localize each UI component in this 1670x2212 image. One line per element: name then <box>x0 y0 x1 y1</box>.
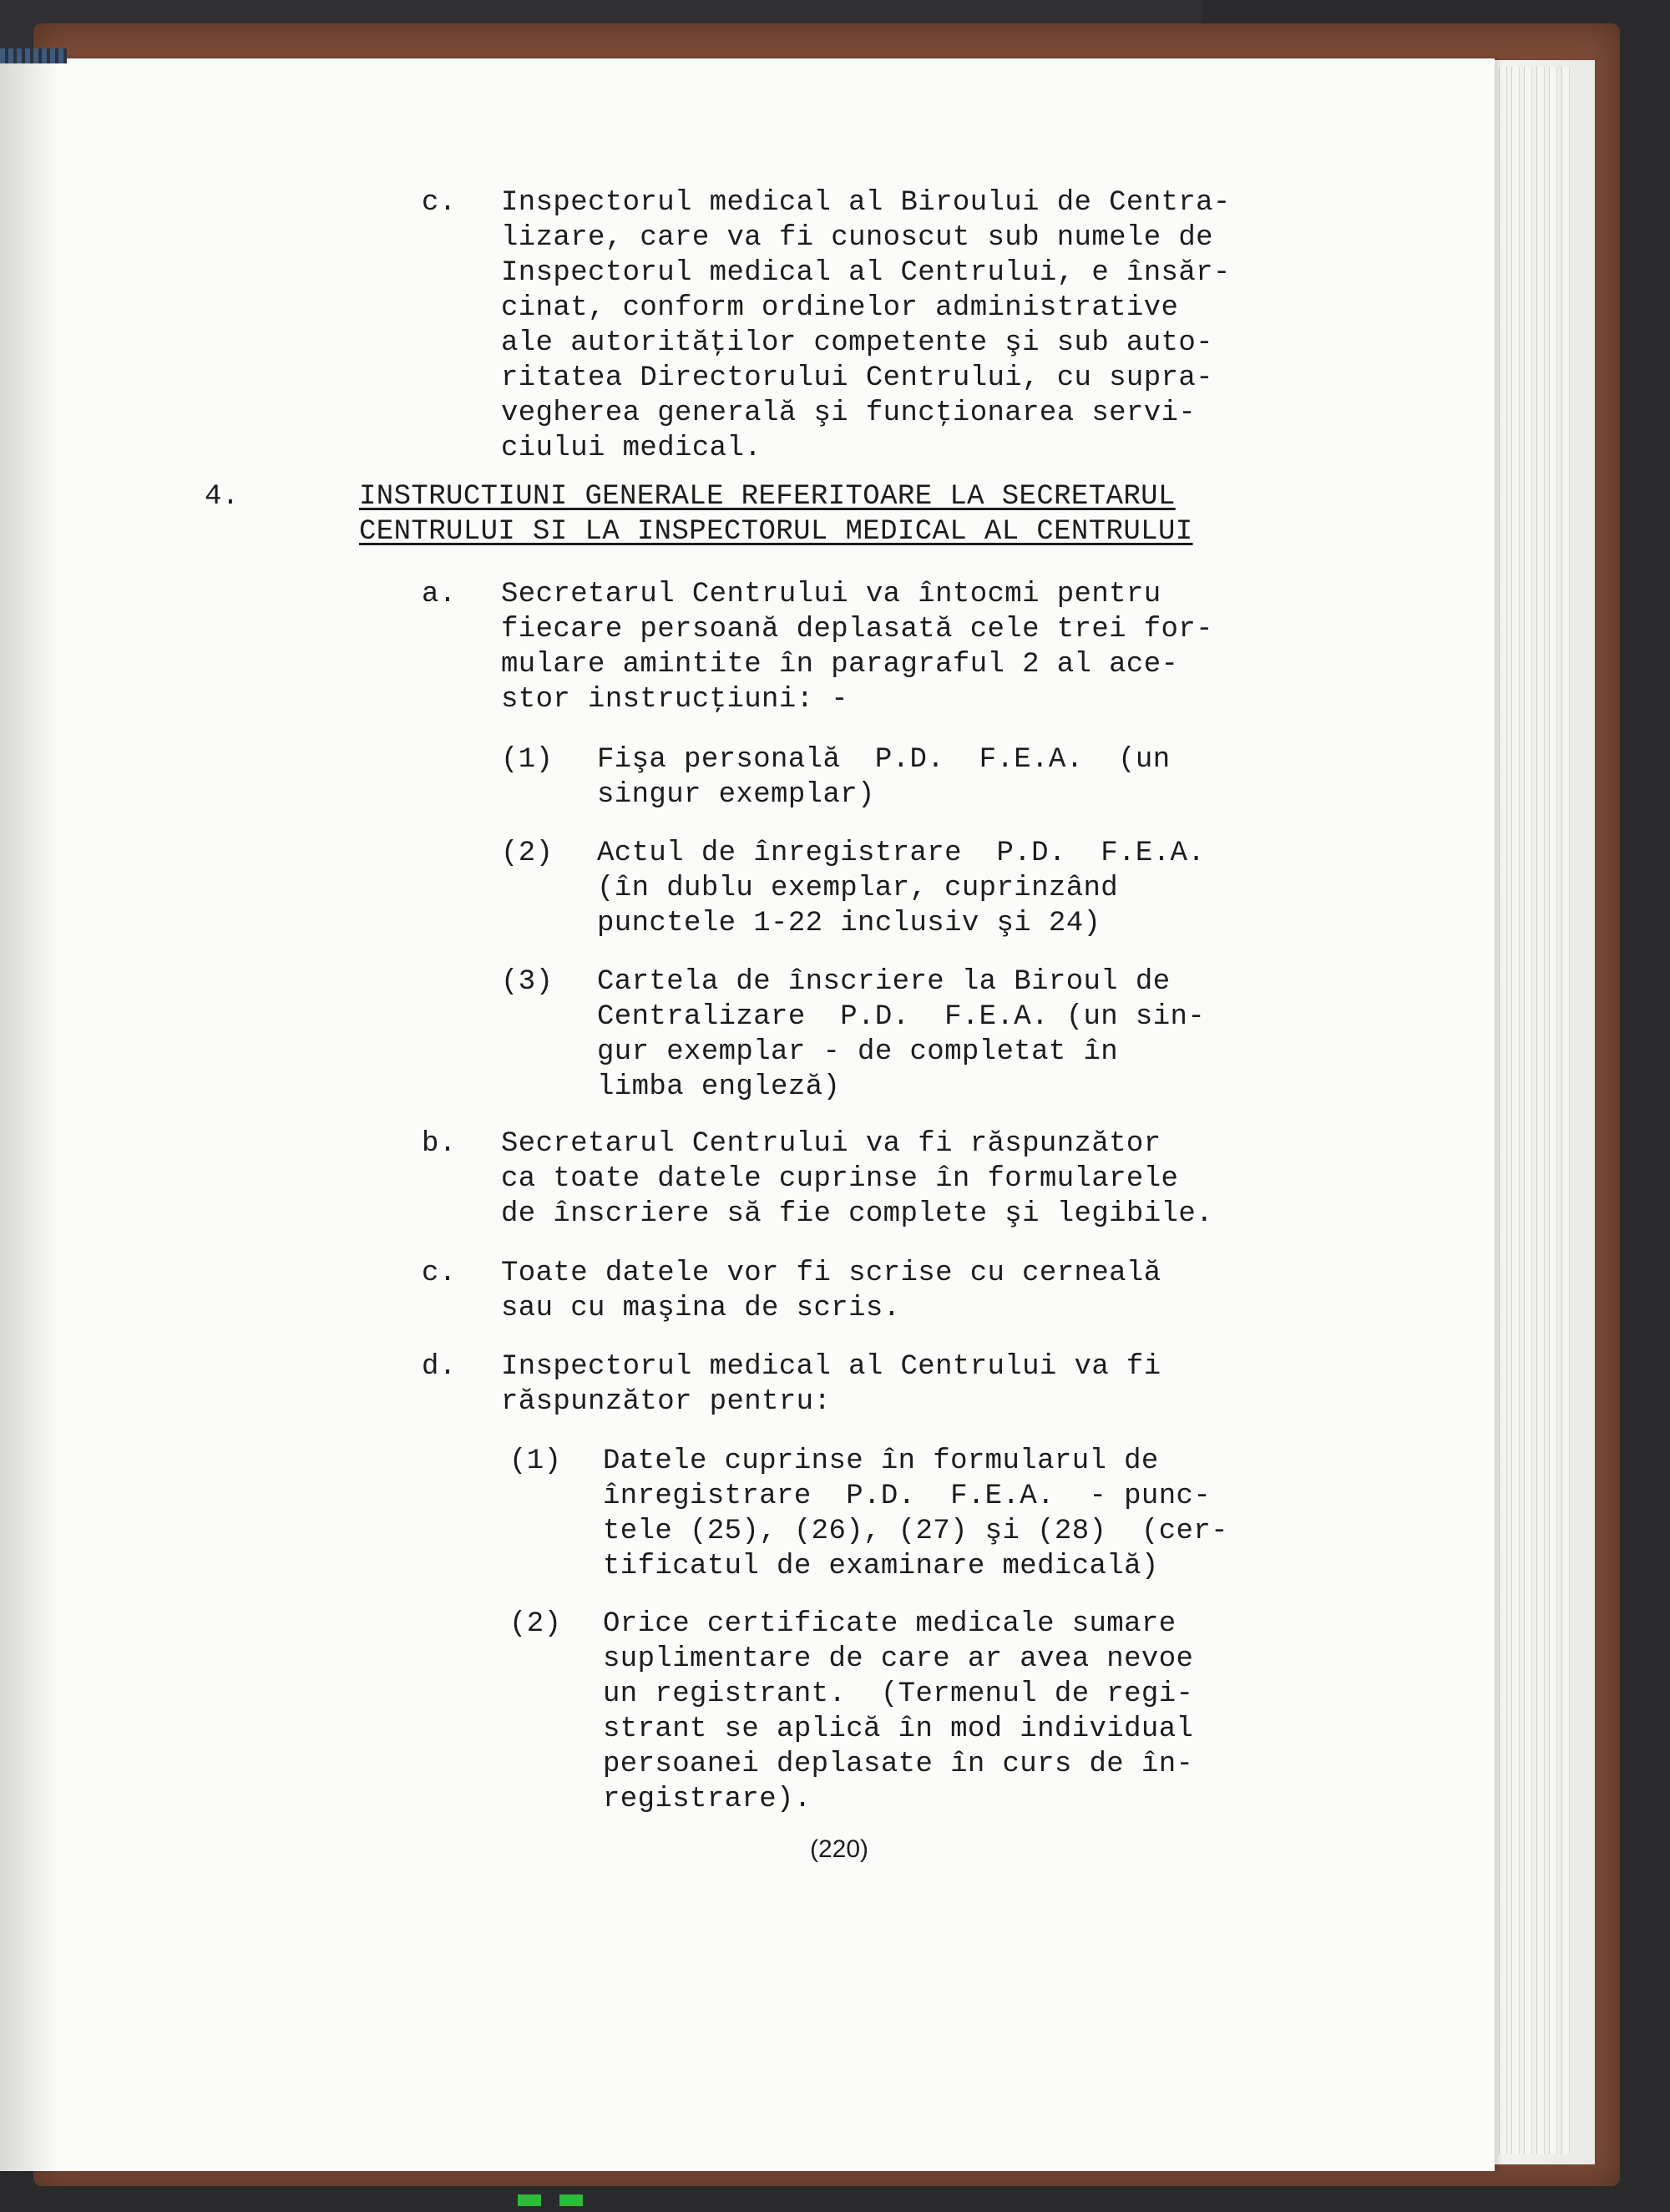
subitem-marker: (2) <box>501 838 554 869</box>
subitem-line: Centralizare P.D. F.E.A. (un sin- <box>597 1001 1206 1033</box>
subitem-line: tificatul de examinare medicală) <box>603 1551 1159 1582</box>
paragraph-line: vegherea generală şi funcţionarea servi- <box>501 397 1197 429</box>
paragraph-line: ritatea Directorului Centrului, cu supra- <box>501 362 1213 394</box>
item-marker: a. <box>422 579 457 610</box>
subitem-line: Actul de înregistrare P.D. F.E.A. <box>597 838 1206 869</box>
page-edge <box>1499 67 1507 2154</box>
item-marker: c. <box>422 1258 457 1289</box>
subitem-line: Datele cuprinse în formularul de <box>603 1445 1159 1477</box>
subitem-marker: (3) <box>501 966 554 998</box>
paragraph-line: mulare amintite în paragraful 2 al ace- <box>501 649 1179 681</box>
page-edge <box>1511 67 1520 2154</box>
item-marker: b. <box>422 1128 457 1160</box>
subitem-marker: (1) <box>509 1445 562 1477</box>
subitem-line: un registrant. (Termenul de regi- <box>603 1678 1194 1710</box>
paragraph-line: răspunzător pentru: <box>501 1386 832 1418</box>
paragraph-line: Secretarul Centrului va întocmi pentru <box>501 579 1161 610</box>
subitem-marker: (1) <box>501 744 554 776</box>
section-heading: CENTRULUI SI LA INSPECTORUL MEDICAL AL CENTRULUI <box>359 516 1193 548</box>
paragraph-line: lizare, care va fi cunoscut sub numele de <box>501 222 1213 254</box>
subitem-line: persoanei deplasate în curs de în- <box>603 1749 1194 1780</box>
subitem-line: suplimentare de care ar avea nevoe <box>603 1643 1194 1675</box>
page-edge <box>1524 67 1532 2154</box>
subitem-line: gur exemplar - de completat în <box>597 1036 1119 1068</box>
page-edge <box>1549 67 1557 2154</box>
paragraph-line: de înscriere să fie complete şi legibile. <box>501 1198 1213 1230</box>
binding-thread <box>0 48 67 63</box>
paragraph-line: ca toate datele cuprinse în formularele <box>501 1163 1179 1195</box>
item-marker: d. <box>422 1351 457 1383</box>
subitem-line: strant se aplică în mod individual <box>603 1713 1194 1745</box>
paragraph-line: Secretarul Centrului va fi răspunzător <box>501 1128 1161 1160</box>
page-edge <box>1536 67 1545 2154</box>
paragraph-line: Inspectorul medical al Biroului de Centra- <box>501 187 1231 219</box>
subitem-line: (în dublu exemplar, cuprinzând <box>597 873 1119 904</box>
gutter-shadow <box>0 58 58 2171</box>
page-edge <box>1561 67 1570 2154</box>
subitem-line: înregistrare P.D. F.E.A. - punc- <box>603 1481 1212 1512</box>
subitem-line: limba engleză) <box>597 1071 841 1103</box>
paragraph-line: Inspectorul medical al Centrului, e însăr- <box>501 257 1231 289</box>
paragraph-line: sau cu maşina de scris. <box>501 1293 901 1324</box>
subitem-marker: (2) <box>509 1608 562 1640</box>
green-marker <box>559 2194 583 2206</box>
item-marker: c. <box>422 187 457 219</box>
green-marker <box>518 2194 541 2206</box>
paragraph-line: cinat, conform ordinelor administrative <box>501 292 1179 324</box>
section-number: 4. <box>205 481 240 513</box>
page-number: (220) <box>810 1835 869 1863</box>
paragraph-line: stor instrucţiuni: - <box>501 684 849 716</box>
paragraph-line: Toate datele vor fi scrise cu cerneală <box>501 1258 1161 1289</box>
subitem-line: Orice certificate medicale sumare <box>603 1608 1177 1640</box>
subitem-line: Fişa personală P.D. F.E.A. (un <box>597 744 1171 776</box>
subitem-line: singur exemplar) <box>597 779 875 811</box>
section-heading: INSTRUCTIUNI GENERALE REFERITOARE LA SECRETARUL <box>359 481 1176 513</box>
paragraph-line: fiecare persoană deplasată cele trei for- <box>501 614 1213 645</box>
subitem-line: Cartela de înscriere la Biroul de <box>597 966 1171 998</box>
paragraph-line: Inspectorul medical al Centrului va fi <box>501 1351 1161 1383</box>
subitem-line: registrare). <box>603 1784 812 1815</box>
paragraph-line: ciului medical. <box>501 433 762 464</box>
subitem-line: punctele 1-22 inclusiv şi 24) <box>597 908 1101 939</box>
paragraph-line: ale autorităţilor competente şi sub auto- <box>501 327 1213 359</box>
subitem-line: tele (25), (26), (27) şi (28) (cer- <box>603 1516 1228 1547</box>
